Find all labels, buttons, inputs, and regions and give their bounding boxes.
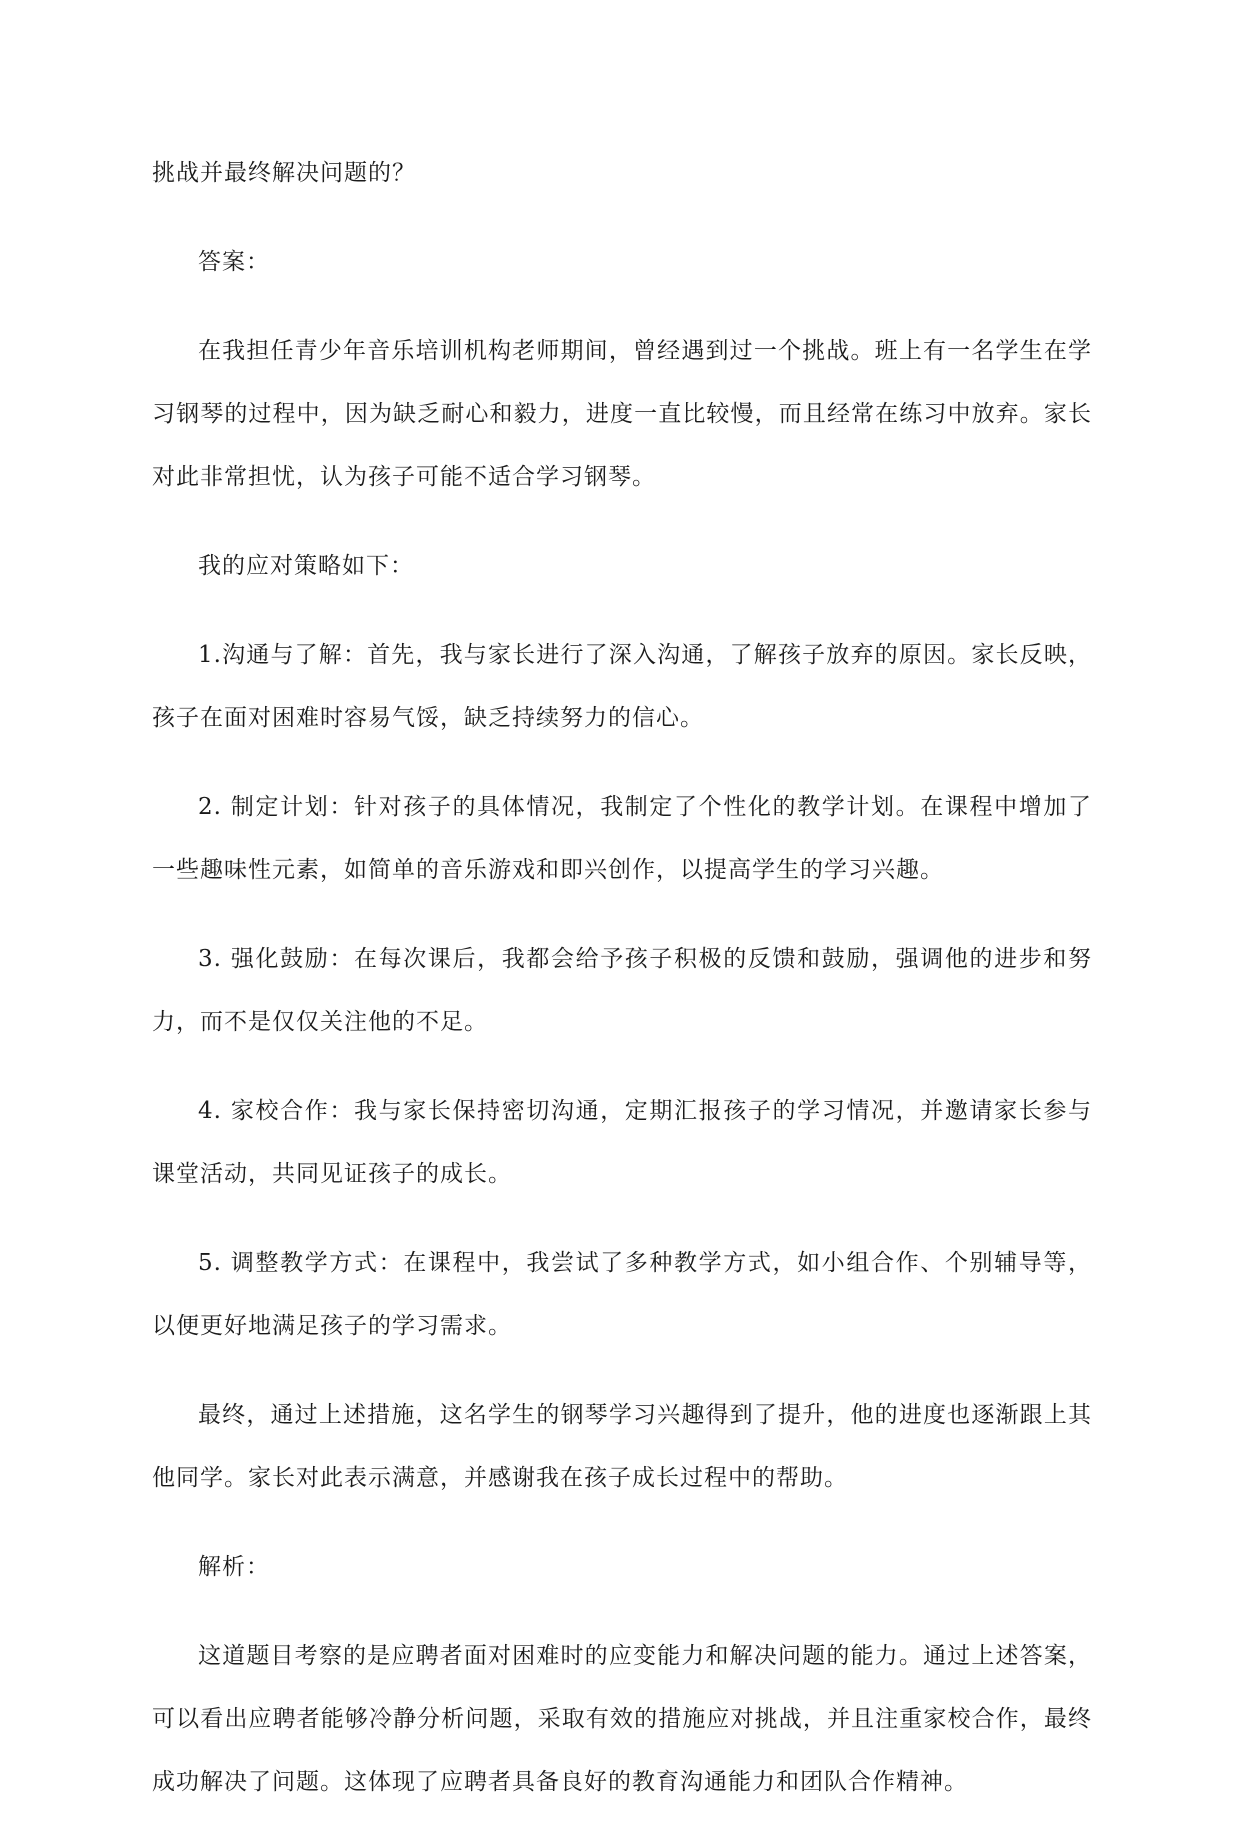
analysis-paragraph: 这道题目考察的是应聘者面对困难时的应变能力和解决问题的能力。通过上述答案，可以看出应聘者能够冷静分析问题，采取有效的措施应对挑战，并且注重家校合作，最终成功解决了问题。这体现了应聘者具备良好的教育沟通能力和团队合作精神。 xyxy=(152,1643,1092,1795)
strategy-heading: 我的应对策略如下： xyxy=(198,553,414,579)
analysis-heading: 解析： xyxy=(198,1554,270,1580)
outcome-paragraph: 最终，通过上述措施，这名学生的钢琴学习兴趣得到了提升，他的进度也逐渐跟上其他同学。家长对此表示满意，并感谢我在孩子成长过程中的帮助。 xyxy=(152,1402,1092,1491)
answer-heading: 答案： xyxy=(198,249,270,275)
strategy-item-2: 2. 制定计划：针对孩子的具体情况，我制定了个性化的教学计划。在课程中增加了一些趣味性元素，如简单的音乐游戏和即兴创作，以提高学生的学习兴趣。 xyxy=(152,794,1092,883)
strategy-item-3: 3. 强化鼓励：在每次课后，我都会给予孩子积极的反馈和鼓励，强调他的进步和努力，而不是仅仅关注他的不足。 xyxy=(152,946,1092,1035)
strategy-item-4: 4. 家校合作：我与家长保持密切沟通，定期汇报孩子的学习情况，并邀请家长参与课堂活动，共同见证孩子的成长。 xyxy=(152,1098,1092,1187)
strategy-item-5: 5. 调整教学方式：在课程中，我尝试了多种教学方式，如小组合作、个别辅导等，以便更好地满足孩子的学习需求。 xyxy=(152,1250,1092,1339)
answer-intro-paragraph: 在我担任青少年音乐培训机构老师期间，曾经遇到过一个挑战。班上有一名学生在学习钢琴的过程中，因为缺乏耐心和毅力，进度一直比较慢，而且经常在练习中放弃。家长对此非常担忧，认为孩子可能不适合学习钢琴。 xyxy=(152,338,1092,490)
strategy-item-1: 1.沟通与了解：首先，我与家长进行了深入沟通，了解孩子放弃的原因。家长反映，孩子在面对困难时容易气馁，缺乏持续努力的信心。 xyxy=(152,642,1092,731)
document-body xyxy=(152,142,1092,1840)
question-continuation: 挑战并最终解决问题的？ xyxy=(152,160,416,186)
